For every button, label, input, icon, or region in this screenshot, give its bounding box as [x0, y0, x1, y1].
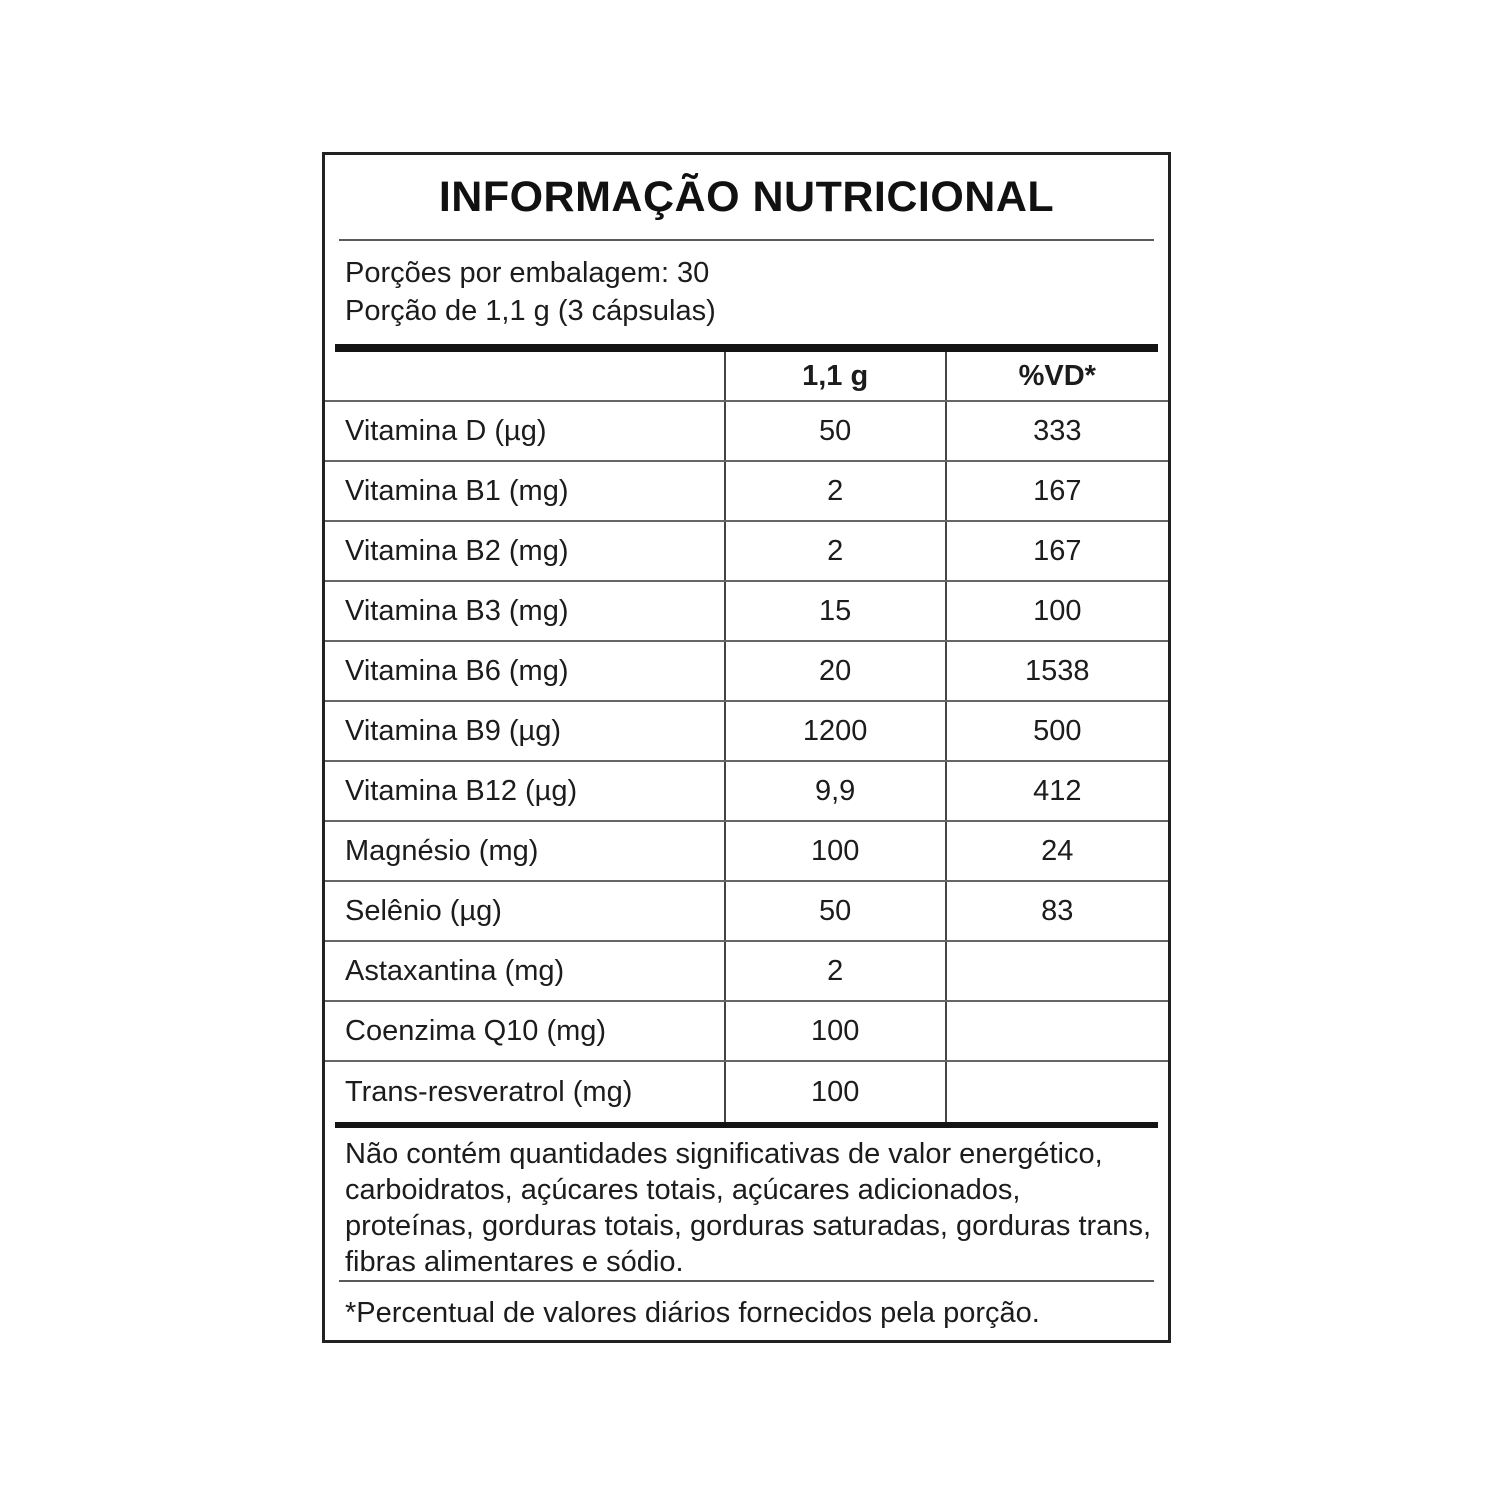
servings-per-package: Porções por embalagem: 30 [345, 257, 710, 289]
nutrient-dv [945, 1062, 1168, 1122]
table-row [325, 822, 1168, 882]
nutrition-label [322, 152, 1171, 1343]
nutrient-amount: 50 [724, 402, 945, 460]
nutrient-dv: 100 [945, 582, 1168, 640]
table-header-row [325, 352, 1168, 402]
nutrient-dv: 24 [945, 822, 1168, 880]
column-header-amount: 1,1 g [724, 352, 945, 400]
serving-size: Porção de 1,1 g (3 cápsulas) [345, 295, 716, 327]
table-row [325, 1062, 1168, 1122]
nutrient-dv: 333 [945, 402, 1168, 460]
table-row [325, 942, 1168, 1002]
column-header-dv: %VD* [945, 352, 1168, 400]
nutrient-name: Vitamina B1 (mg) [345, 474, 569, 507]
nutrient-dv [945, 942, 1168, 1000]
nutrient-amount: 50 [724, 882, 945, 940]
nutrient-name: Coenzima Q10 (mg) [345, 1014, 607, 1047]
table-row [325, 642, 1168, 702]
nutrient-name: Trans-resveratrol (mg) [345, 1075, 633, 1108]
table-row [325, 462, 1168, 522]
nutrient-amount: 100 [724, 822, 945, 880]
thick-separator-top [335, 344, 1158, 352]
nutrient-dv: 83 [945, 882, 1168, 940]
nutrient-amount: 2 [724, 942, 945, 1000]
nutrient-amount: 2 [724, 522, 945, 580]
table-row [325, 522, 1168, 582]
nutrient-name: Magnésio (mg) [345, 834, 539, 867]
table-row [325, 1002, 1168, 1062]
nutrient-amount: 100 [724, 1062, 945, 1122]
table-row [325, 882, 1168, 942]
nutrient-dv [945, 1002, 1168, 1060]
nutrient-name: Vitamina B9 (µg) [345, 714, 562, 747]
no-significant-amounts-note: Não contém quantidades significativas de valor energético, carboidratos, açúcares totais, açúcares adicionados, proteínas, gorduras totais, gorduras saturadas, gorduras trans, fibras alimentares e sódio. [345, 1138, 1151, 1278]
nutrient-name: Vitamina B6 (mg) [345, 654, 569, 687]
table-row [325, 402, 1168, 462]
nutrient-amount: 20 [724, 642, 945, 700]
column-header-blank [325, 352, 724, 400]
nutrient-name: Astaxantina (mg) [345, 954, 565, 987]
nutrient-dv: 412 [945, 762, 1168, 820]
nutrient-dv: 1538 [945, 642, 1168, 700]
table-row [325, 582, 1168, 642]
nutrient-amount: 100 [724, 1002, 945, 1060]
daily-values-footnote: *Percentual de valores diários fornecidos pela porção. [345, 1297, 1040, 1329]
nutrient-amount: 9,9 [724, 762, 945, 820]
nutrient-dv: 500 [945, 702, 1168, 760]
nutrient-dv: 167 [945, 522, 1168, 580]
nutrient-name: Vitamina B3 (mg) [345, 594, 569, 627]
serving-info [325, 241, 1168, 344]
nutrient-name: Vitamina D (µg) [345, 414, 547, 447]
nutrient-amount: 1200 [724, 702, 945, 760]
table-row [325, 762, 1168, 822]
label-title-block [325, 155, 1168, 239]
nutrient-name: Selênio (µg) [345, 894, 502, 927]
label-title: INFORMAÇÃO NUTRICIONAL [438, 172, 1055, 221]
nutrient-table [325, 352, 1168, 1122]
table-row [325, 702, 1168, 762]
nutrient-name: Vitamina B2 (mg) [345, 534, 569, 567]
nutrient-name: Vitamina B12 (µg) [345, 774, 578, 807]
nutrient-amount: 15 [724, 582, 945, 640]
nutrient-dv: 167 [945, 462, 1168, 520]
nutrient-amount: 2 [724, 462, 945, 520]
